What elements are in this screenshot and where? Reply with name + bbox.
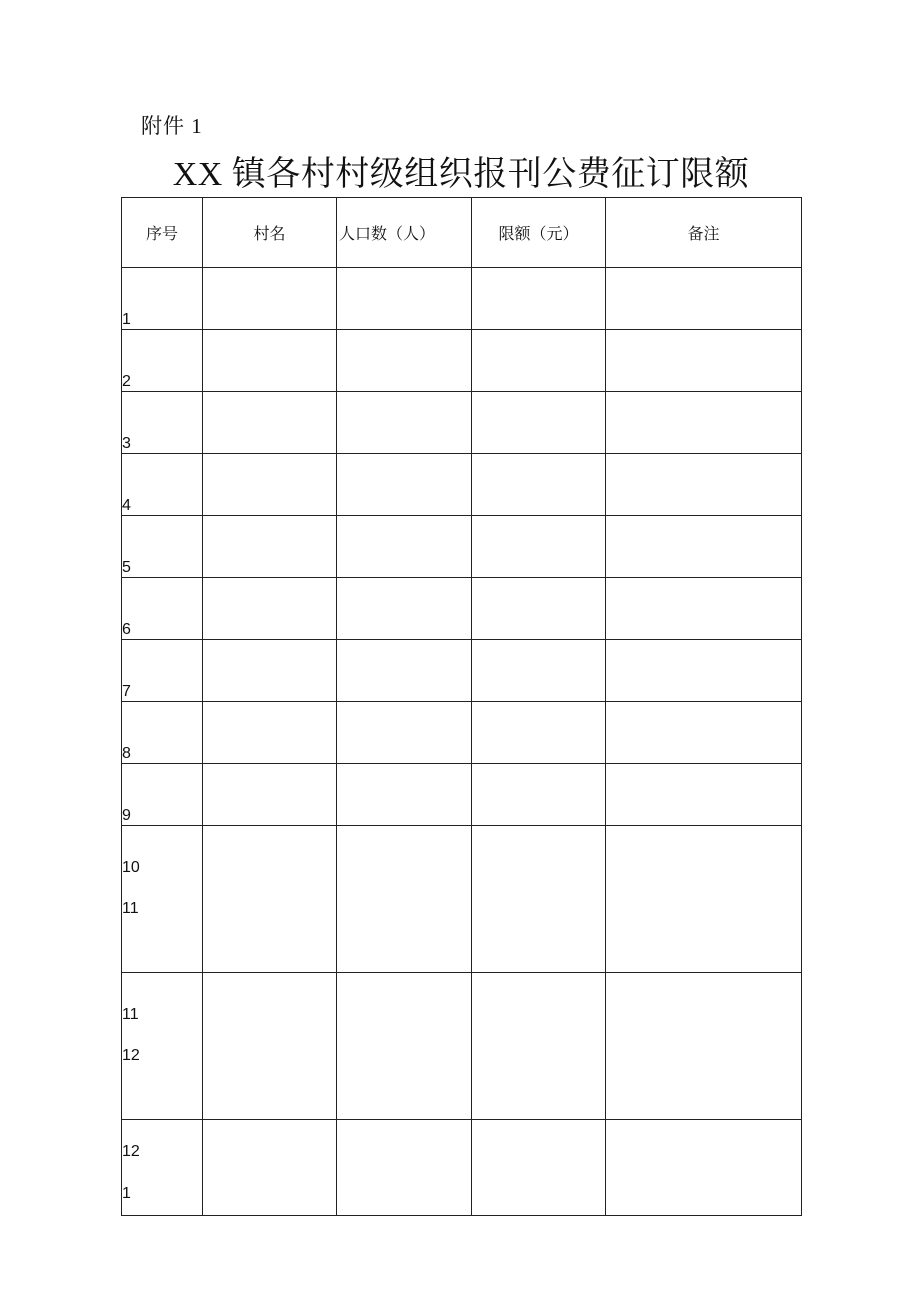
table-row [122,702,802,764]
remarks-cell[interactable] [606,454,802,516]
population-cell[interactable] [337,330,472,392]
population-cell[interactable] [337,578,472,640]
table-row [122,1120,802,1216]
population-cell[interactable] [337,268,472,330]
quota-cell[interactable] [472,826,606,973]
remarks-cell[interactable] [606,702,802,764]
table-row [122,392,802,454]
table-row [122,268,802,330]
table-row [122,454,802,516]
village-name-cell[interactable] [203,764,337,826]
population-cell[interactable] [337,640,472,702]
table-row [122,973,802,1120]
row-serial: 1 [122,268,203,330]
remarks-cell[interactable] [606,973,802,1120]
header-quota: 限额（元） [472,198,606,268]
table-row [122,330,802,392]
row-serial: 2 [122,330,203,392]
village-name-cell[interactable] [203,578,337,640]
quota-table [121,197,802,1216]
remarks-cell[interactable] [606,330,802,392]
table-row [122,578,802,640]
header-village-name: 村名 [203,198,337,268]
table-row [122,764,802,826]
row-serial [122,826,203,973]
village-name-cell[interactable] [203,330,337,392]
village-name-cell[interactable] [203,640,337,702]
quota-cell[interactable] [472,973,606,1120]
remarks-cell[interactable] [606,516,802,578]
quota-cell[interactable] [472,330,606,392]
row-serial: 9 [122,764,203,826]
row-serial: 7 [122,640,203,702]
population-cell[interactable] [337,764,472,826]
table-row [122,826,802,973]
quota-cell[interactable] [472,516,606,578]
quota-cell[interactable] [472,640,606,702]
population-cell[interactable] [337,516,472,578]
population-cell[interactable] [337,973,472,1120]
row-serial: 4 [122,454,203,516]
village-name-cell[interactable] [203,454,337,516]
village-name-cell[interactable] [203,516,337,578]
population-cell[interactable] [337,392,472,454]
remarks-cell[interactable] [606,392,802,454]
population-cell[interactable] [337,702,472,764]
header-remarks: 备注 [606,198,802,268]
village-name-cell[interactable] [203,702,337,764]
row-serial [122,973,203,1120]
row-serial-line: 1 [122,1185,131,1202]
remarks-cell[interactable] [606,268,802,330]
header-serial: 序号 [122,198,203,268]
document-title: XX 镇各村村级组织报刊公费征订限额 [172,156,750,193]
row-serial-line: 11 [122,900,139,917]
population-cell[interactable] [337,454,472,516]
table-row [122,516,802,578]
row-serial: 5 [122,516,203,578]
row-serial: 3 [122,392,203,454]
village-name-cell[interactable] [203,973,337,1120]
header-population: 人口数（人） [337,198,472,268]
quota-cell[interactable] [472,392,606,454]
village-name-cell[interactable] [203,826,337,973]
population-cell[interactable] [337,826,472,973]
table-header-row [122,198,802,268]
quota-cell[interactable] [472,764,606,826]
village-name-cell[interactable] [203,268,337,330]
row-serial-line: 10 [122,859,140,876]
village-name-cell[interactable] [203,1120,337,1216]
row-serial-line: 12 [122,1047,140,1064]
remarks-cell[interactable] [606,578,802,640]
quota-cell[interactable] [472,1120,606,1216]
population-cell[interactable] [337,1120,472,1216]
row-serial-line: 11 [122,1006,139,1023]
remarks-cell[interactable] [606,826,802,973]
quota-cell[interactable] [472,578,606,640]
remarks-cell[interactable] [606,764,802,826]
remarks-cell[interactable] [606,640,802,702]
remarks-cell[interactable] [606,1120,802,1216]
row-serial: 6 [122,578,203,640]
row-serial: 8 [122,702,203,764]
row-serial [122,1120,203,1216]
quota-cell[interactable] [472,702,606,764]
village-name-cell[interactable] [203,392,337,454]
table-row [122,640,802,702]
quota-cell[interactable] [472,454,606,516]
attachment-label: 附件 1 [141,114,203,138]
row-serial-line: 12 [122,1143,140,1160]
quota-cell[interactable] [472,268,606,330]
